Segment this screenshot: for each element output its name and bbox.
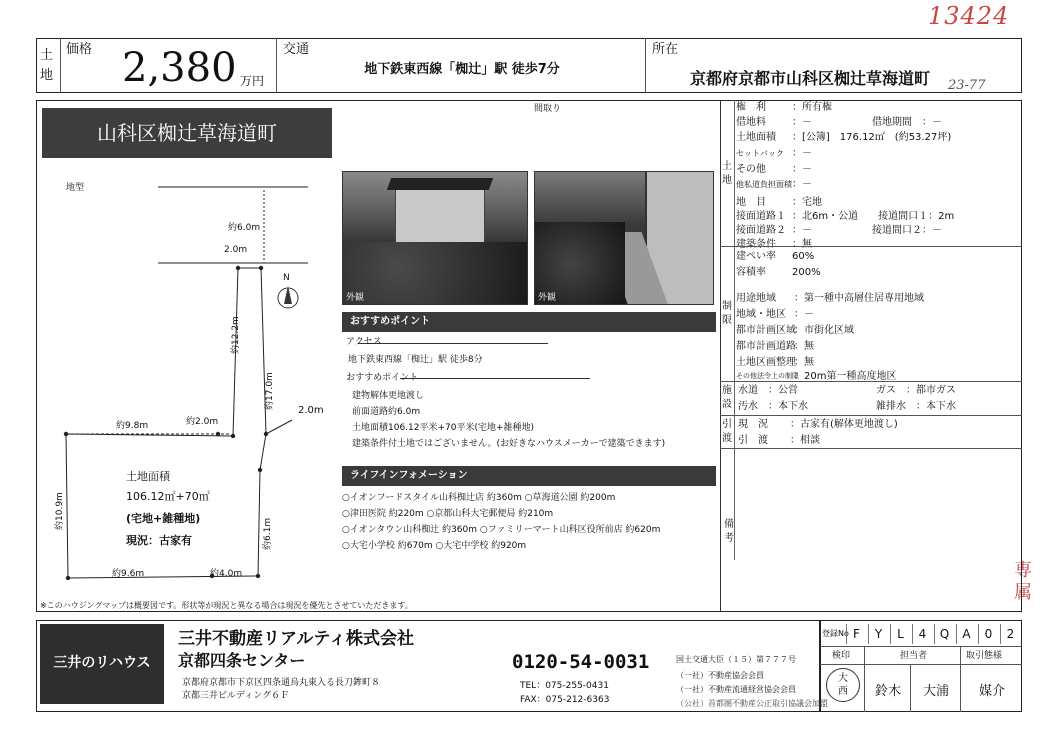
reg-no-char: L — [890, 624, 910, 644]
transport-label: 交通 — [283, 42, 310, 57]
chikei-label: 地型 — [66, 183, 85, 193]
current-status-key: 現 況 — [738, 419, 768, 430]
limit-row-value: ：無 — [794, 341, 814, 352]
trade-value: 媒介 — [978, 684, 1005, 699]
association-2: （一社）不動産流通経営協会会員 — [676, 685, 796, 694]
reg-no-char: A — [956, 624, 976, 644]
address-2: 京都三井ビルディング６Ｆ — [182, 691, 290, 701]
price-label: 価格 — [66, 42, 93, 57]
inspect-label: 検印 — [832, 651, 851, 661]
exterior-photo-2 — [534, 171, 714, 305]
deliv-label-1: 引 — [722, 419, 732, 430]
inspect-stamp: 大西 — [838, 673, 848, 697]
notes-label-2: 考 — [724, 533, 734, 544]
limit-row-value: ：－ — [794, 309, 814, 320]
north-arrow-icon — [278, 286, 298, 308]
land-row-value: ：－ — [792, 179, 812, 190]
area-label: 土地面積 — [126, 470, 170, 483]
association-1: （一社）不動産協会会員 — [676, 671, 764, 680]
staff-2: 大浦 — [922, 684, 949, 699]
limit-row-value: 200% — [792, 267, 821, 278]
land-row-value: ：－ — [792, 148, 812, 159]
limit-row-key: 建ぺい率 — [736, 251, 776, 262]
north-label: N — [283, 273, 290, 283]
area-title: 山科区椥辻草海道町 — [97, 121, 277, 145]
lifeinfo-line-2: ○津田医院 約220m ○京都山科大宅郵便局 約210m — [342, 509, 554, 519]
access-item: 地下鉄東西線「椥辻」駅 徒歩8分 — [348, 355, 483, 365]
land-row-key: 地 目 — [736, 197, 766, 208]
land-row-key: 建築条件 — [736, 239, 776, 250]
reg-no-char: 0 — [978, 624, 998, 644]
dim-9-8: 約9.8m — [116, 421, 149, 431]
dim-2-0-right: 2.0m — [298, 405, 324, 416]
gas-supply: ガス ：都市ガス — [876, 385, 956, 396]
dim-6-1: 約6.1m — [263, 517, 273, 550]
land-label-1: 土 — [40, 48, 54, 63]
dim-2-0-top: 2.0m — [224, 245, 248, 255]
land-row-key: セットバック — [736, 149, 784, 158]
transport-value: 地下鉄東西線「椥辻」駅 徒歩7分 — [364, 62, 560, 77]
drainage: 雑排水 ：本下水 — [876, 401, 956, 412]
handwritten-number: 13424 — [928, 2, 1010, 30]
dim-10-9: 約10.9m — [55, 492, 65, 530]
address-1: 京都府京都市下京区四条通烏丸東入る長刀鉾町８ — [182, 678, 381, 688]
handwritten-stamp: 専属 — [1014, 560, 1032, 603]
fax: FAX：075-212-6363 — [520, 695, 610, 705]
location-label: 所在 — [652, 42, 679, 57]
limit-row-key: 地域・地区 — [736, 309, 786, 320]
area-value: 106.12㎡+70㎡ — [126, 490, 210, 503]
lifeinfo-header: ライフインフォメーション — [342, 466, 716, 486]
price-value: 2,380 — [122, 45, 237, 91]
exterior-photo-1 — [342, 171, 528, 305]
limit-side-label: 制限 — [722, 301, 732, 326]
limit-row-key: 都市計画区域 — [736, 325, 796, 336]
point-1: 建物解体更地渡し — [352, 391, 425, 401]
dim-12-2: 約12.2m — [231, 316, 241, 354]
recommend-header: おすすめポイント — [342, 312, 716, 332]
current-status-value: ：古家有(解体更地渡し) — [790, 419, 898, 430]
lifeinfo-line-3: ○イオンタウン山科椥辻 約360m ○ファミリーマート山科区役所前店 約620m — [342, 525, 661, 535]
footnote: ※このハウジングマップは概要図です。形状等が現況と異なる場合は現況を優先とさせていただきます。 — [40, 601, 413, 610]
trade-label: 取引態様 — [966, 651, 1003, 661]
dim-6-0: 約6.0m — [228, 223, 261, 233]
facility-label-1: 施 — [722, 385, 732, 396]
tel: TEL：075-255-0431 — [520, 681, 609, 691]
location-value: 京都府京都市山科区椥辻草海道町 — [690, 69, 931, 88]
handwritten-subnumber: 23-77 — [948, 78, 986, 93]
limit-row-value: 60% — [792, 251, 815, 262]
land-row-key: 接面道路１ — [736, 211, 786, 222]
land-row-key: 権 利 — [736, 102, 766, 113]
limit-row-value: ：市街化区域 — [794, 325, 854, 336]
water-supply: 水道 ：公営 — [738, 385, 798, 396]
land-row-value: ：－ 接道間口２：－ — [792, 225, 942, 236]
limit-row-value: ：無 — [794, 357, 814, 368]
point-2: 前面道路約6.0m — [352, 407, 421, 417]
rehouse-logo-text: 三井のリハウス — [53, 655, 151, 671]
dim-9-6: 約9.6m — [112, 569, 145, 579]
madori-label: 間取り — [534, 104, 562, 114]
point-3: 土地面積106.12平米+70平米(宅地+雑種地) — [352, 423, 535, 433]
access-title: アクセス — [346, 337, 382, 347]
area-type: (宅地+雑種地) — [126, 512, 201, 525]
limit-row-key: 容積率 — [736, 267, 766, 278]
price-unit: 万円 — [240, 74, 265, 88]
land-row-value: ：北6m・公道 接道間口１：2m — [792, 211, 955, 222]
center-name: 京都四条センター — [178, 651, 306, 670]
delivery-key: 引 渡 — [738, 435, 768, 446]
staff-label: 担当者 — [900, 651, 928, 661]
limit-row-key: 用途地域 — [736, 293, 776, 304]
points-title: おすすめポイント — [346, 373, 419, 383]
association-3: （公社）首都圏不動産公正取引協議会加盟 — [676, 699, 828, 708]
area-status: 現況：古家有 — [126, 534, 192, 547]
land-row-value: ：－ 借地期間 ：－ — [792, 117, 942, 128]
facility-label-2: 設 — [722, 399, 732, 410]
lifeinfo-line-4: ○大宅小学校 約670m ○大宅中学校 約920m — [342, 541, 527, 551]
lifeinfo-line-1: ○イオンフードスタイル山科椥辻店 約360m ○草海道公園 約200m — [342, 493, 616, 503]
notes-label-1: 備 — [724, 519, 734, 530]
deliv-label-2: 渡 — [722, 433, 732, 444]
limit-row-key: 土地区画整理 — [736, 357, 796, 368]
company-name: 三井不動産リアルティ株式会社 — [178, 629, 414, 649]
reg-no-char: Y — [868, 624, 888, 644]
land-row-key: 接面道路２ — [736, 225, 786, 236]
reg-no-char: F — [846, 624, 866, 644]
phone-free[interactable]: 0120-54-0031 — [512, 651, 650, 673]
limit-row-key: 都市計画道路 — [736, 341, 796, 352]
land-row-key: 他私道負担面積 — [736, 180, 792, 189]
reg-no-char: 2 — [1000, 624, 1020, 644]
reg-no-label: 登録No — [822, 629, 849, 638]
land-row-value: ：無 — [792, 239, 812, 250]
limit-row-value: ：第一種中高層住居専用地域 — [794, 293, 924, 304]
land-row-value: ：－ — [792, 164, 812, 175]
point-4: 建築条件付土地ではございません。(お好きなハウスメーカーで建築できます) — [352, 439, 666, 449]
dim-4-0: 約4.0m — [210, 569, 243, 579]
staff-1: 鈴木 — [874, 684, 901, 699]
land-side-label: 土地 — [722, 161, 732, 186]
land-label-2: 地 — [40, 68, 54, 83]
reg-no-char: Q — [934, 624, 954, 644]
land-row-key: 借地料 — [736, 117, 766, 128]
land-row-key: 土地面積 — [736, 132, 776, 143]
photo-caption-2: 外観 — [538, 293, 557, 303]
reg-no-char: 4 — [912, 624, 932, 644]
land-row-value: ：所有権 — [792, 102, 832, 113]
delivery-value: ：相談 — [790, 435, 820, 446]
limit-row-key: その他法令上の制限 — [736, 372, 799, 380]
license-number: 国土交通大臣（１５）第７７７号 — [676, 655, 796, 664]
land-row-value: ：[公簿] 176.12㎡ (約53.27坪) — [792, 132, 952, 143]
photo-caption-1: 外観 — [346, 293, 365, 303]
land-row-key: その他 — [736, 164, 766, 175]
sewage: 汚水 ：本下水 — [738, 401, 808, 412]
limit-row-value: ：20m第一種高度地区 — [794, 371, 897, 382]
land-row-value: ：宅地 — [792, 197, 822, 208]
dim-2-0-mid: 約2.0m — [186, 417, 219, 427]
dim-17-0: 約17.0m — [265, 372, 275, 410]
